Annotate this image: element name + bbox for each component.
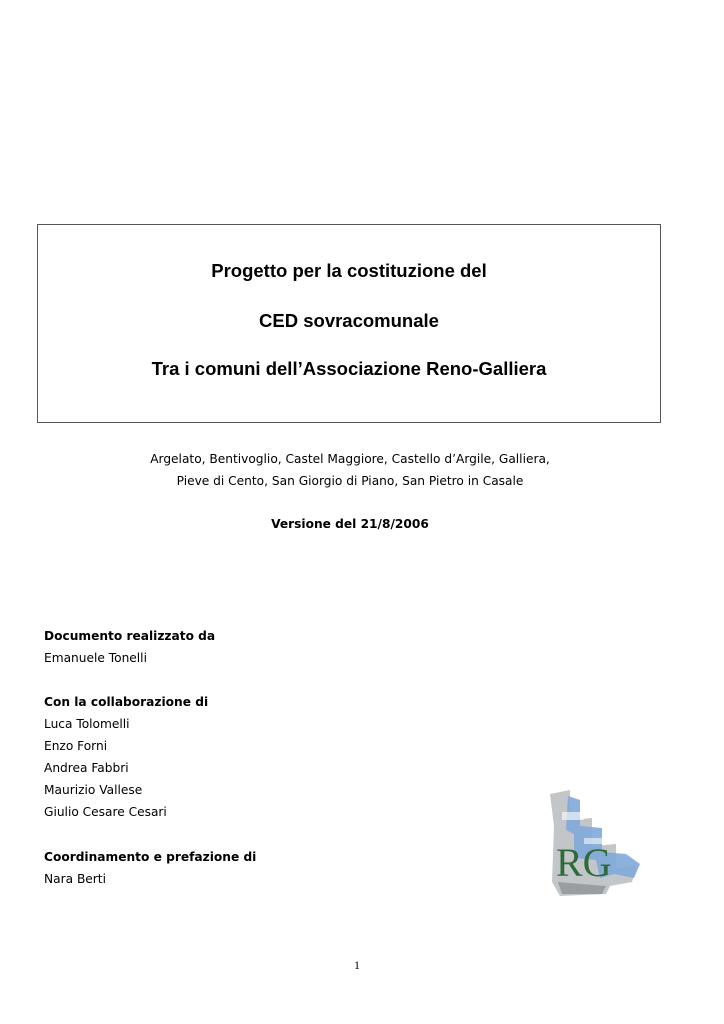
author-name: Emanuele Tonelli — [44, 651, 147, 665]
collaborators-heading: Con la collaborazione di — [44, 695, 209, 709]
coordination-heading: Coordinamento e prefazione di — [44, 850, 257, 864]
collaborator-name: Andrea Fabbri — [44, 761, 129, 775]
collaborator-name: Luca Tolomelli — [44, 717, 130, 731]
collaborator-name: Enzo Forni — [44, 739, 108, 753]
reno-galliera-logo — [540, 786, 648, 898]
title-line-2: CED sovracomunale — [259, 310, 439, 331]
municipalities-line-2: Pieve di Cento, San Giorgio di Piano, San Pietro in Casale — [176, 474, 524, 488]
title-box — [37, 224, 661, 423]
version-date: Versione del 21/8/2006 — [271, 517, 429, 531]
collaborator-name: Giulio Cesare Cesari — [44, 805, 167, 819]
coordinator-name: Nara Berti — [44, 872, 106, 886]
title-line-1: Progetto per la costituzione del — [211, 260, 487, 281]
page-number: 1 — [354, 958, 360, 972]
logo-highlight-shape — [562, 812, 586, 820]
collaborator-name: Maurizio Vallese — [44, 783, 143, 797]
municipalities-line-1: Argelato, Bentivoglio, Castel Maggiore, Castello d’Argile, Galliera, — [150, 452, 550, 466]
title-line-3: Tra i comuni dell’Associazione Reno-Galliera — [151, 358, 547, 379]
logo-letters: RG — [556, 840, 612, 885]
author-heading: Documento realizzato da — [44, 629, 216, 643]
